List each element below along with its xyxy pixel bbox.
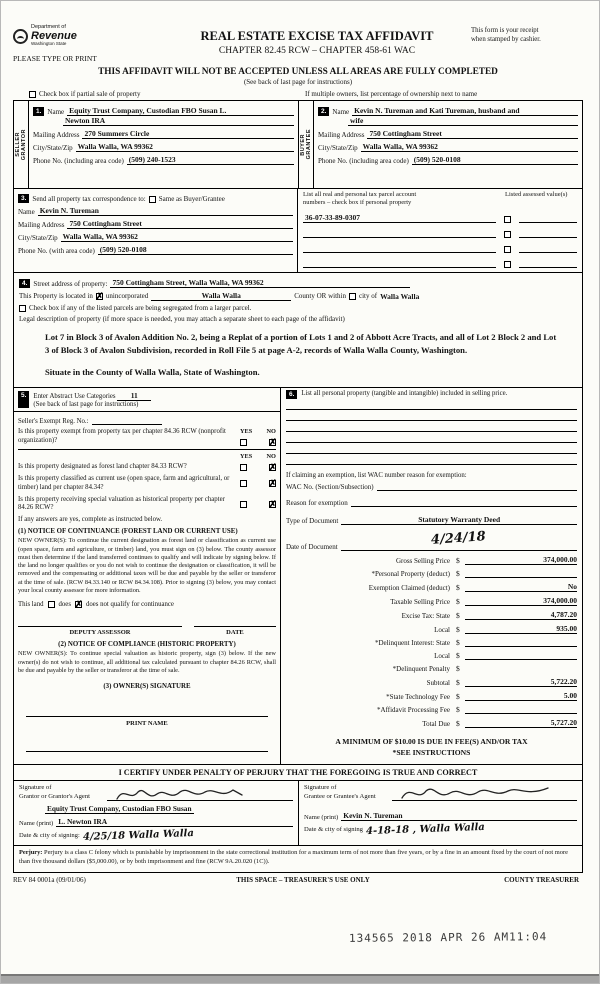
no-header: NO [266,428,276,436]
please-type-or-print-label: PLEASE TYPE OR PRINT [13,54,97,64]
money-input[interactable] [465,638,577,647]
grantee-date-handwriting[interactable]: 4-18-18 , Walla Walla [365,822,485,838]
buyer-name-input-line2[interactable]: wife [348,116,578,126]
parcel-number-input[interactable] [303,259,496,268]
legal-description-text: Lot 7 in Block 3 of Avalon Addition No. 2, being a Replat of a portion of Lots 1 and 2 of Abbott Acre Tracts, and all of Lot 2 Block 2 and Lot 3 of Block 3 of Avalon Subdivision, recorded in Roll File 5 at page A-2, records of Walla Walla County, Washington. [45,332,557,356]
current-use-no-checkbox[interactable] [269,480,276,487]
grantee-signature-field[interactable] [392,783,577,801]
personal-property-line[interactable] [286,422,577,432]
doc-date-label: Date of Document [285,543,338,552]
wac-input[interactable] [377,482,577,491]
money-input[interactable]: 374,000.00 [465,555,577,565]
notice1-title: (1) NOTICE OF CONTINUANCE (FOREST LAND OR CURRENT USE) [18,528,238,536]
dollar-sign: $ [456,692,460,702]
minimum-fee-note: A MINIMUM OF $10.00 IS DUE IN FEE(S) AND/OR TAX *SEE INSTRUCTIONS [335,737,528,757]
same-as-buyer-checkbox[interactable] [149,196,156,203]
buyer-city-label: City/State/Zip [318,144,358,153]
county-treasurer-label: COUNTY TREASURER [504,875,579,884]
footer [13,876,583,884]
correspondence-phone-label: Phone No. (with area code) [18,247,95,256]
city-checkbox[interactable] [349,293,356,300]
form-body [13,100,583,873]
money-input[interactable] [465,705,577,714]
does-not-label: does not qualify for continuance [85,601,174,609]
yes-header: YES [239,428,253,436]
buyer-name-input[interactable]: Kevin N. Tureman and Kati Tureman, husband and [352,106,578,116]
buyer-label: BUYER [300,133,306,156]
owners-signature-label: (3) OWNER(S) SIGNATURE [103,683,191,691]
historic-no-checkbox[interactable] [268,498,277,509]
header-left [13,25,163,63]
money-label: Excise Tax: State [401,612,450,621]
money-input[interactable] [465,569,577,578]
grantor-print-input[interactable]: L. Newton IRA [56,817,293,827]
money-input[interactable]: 5,722.20 [465,677,577,687]
city-of-label: city of [359,292,378,301]
personal-property-checkbox[interactable] [504,261,511,268]
dollar-sign: $ [456,583,460,593]
personal-property-deduct-row [286,569,577,578]
question-forest: Is this property designated as forest land chapter 84.33 RCW? [18,463,187,471]
deputy-assessor-line [18,626,276,636]
buyer-mailing-input[interactable]: 750 Cottingham Street [367,129,578,139]
reason-label: Reason for exemption [285,499,348,508]
section2-number: 2. [318,107,329,116]
does-label: does [58,601,71,609]
section5-number: 5. [18,391,29,408]
personal-property-label: List all personal property (tangible and intangible) included in selling price. [301,390,508,398]
money-label: Gross Selling Price [395,557,450,566]
partial-sale-label: Check box if partial sale of property [39,90,141,99]
excise-tax-local-row [286,624,577,634]
selling-price-column [281,388,582,764]
does-not-checkbox[interactable] [75,601,82,608]
street-address-label: Street address of property: [33,280,108,289]
city-value: Walla Walla [380,291,420,301]
buyer-city-input[interactable]: Walla Walla, WA 99362 [361,142,578,152]
correspondence-mailing-input[interactable]: 750 Cottingham Street [67,219,293,229]
money-input[interactable] [465,651,577,660]
street-address-input[interactable]: 750 Cottingham Street, Walla Walla, WA 99362 [110,278,410,288]
exempt-yes-checkbox[interactable] [240,439,247,446]
logo-department-label: Department of [31,24,66,30]
unincorporated-checkbox[interactable] [95,290,104,301]
gross-selling-price-row [286,555,577,565]
dollar-sign: $ [456,611,460,621]
subtotal-row [286,677,577,687]
parcel-row [303,244,577,253]
historic-yes-checkbox[interactable] [240,501,247,508]
money-label: Subtotal [426,679,450,688]
money-input[interactable]: 935.00 [465,624,577,634]
wac-label: WAC No. (Section/Subsection) [285,483,374,492]
date-label: DATE [226,629,244,637]
abstract-use-column [14,388,281,764]
dollar-sign: $ [456,678,460,688]
property-address-section [14,273,582,388]
personal-property-line[interactable] [286,455,577,465]
doc-date-handwriting: 4/24/18 [430,529,486,549]
abstract-note: (See back of last page for instructions) [33,401,139,409]
multiple-owners-label: If multiple owners, list percentage of ownership next to name [305,90,478,99]
correspondence-fields [14,189,298,272]
receipt-note [471,25,583,45]
seller-name-input[interactable]: Equity Trust Company, Custodian FBO Susan L. [67,106,294,116]
check-mark-icon: ✗ [268,461,277,472]
dollar-sign: $ [456,638,460,648]
section3-number: 3. [18,194,29,203]
buyer-name-label: Name [332,108,350,117]
seller-phone-input[interactable]: (509) 240-1523 [127,155,294,165]
check-mark-icon: ✗ [268,437,277,448]
assessed-value-input[interactable] [519,259,577,268]
affidavit-processing-fee-row [286,705,577,714]
check-mark-icon: ✗ [74,599,83,610]
buyer-fields [314,101,582,188]
seller-city-label: City/State/Zip [33,144,73,153]
treasurer-space-label: THIS SPACE – TREASURER'S USE ONLY [236,875,370,884]
land-prefix-label: This land [18,601,44,609]
correspondence-phone-input[interactable]: (509) 520-0108 [98,245,293,255]
header [13,25,583,63]
personal-property-line[interactable] [286,433,577,443]
notice2-title: (2) NOTICE OF COMPLIANCE (HISTORIC PROPERTY) [58,641,236,649]
dollar-sign: $ [456,705,460,715]
abstract-use-header [14,388,280,412]
deputy-date-line[interactable] [194,626,276,627]
check-mark-icon: ✗ [268,498,277,509]
money-label: Exemption Claimed (deduct) [368,584,450,593]
money-label: Taxable Selling Price [390,598,450,607]
exempt-no-checkbox[interactable] [269,439,276,446]
notice2-text: NEW OWNER(S): To continue special valuation as historic property, sign (3) below. If the new owner(s) do not wish to continue, all additional tax calculated pursuant to chapter 84.26 RCW, shall be due and payable by the seller or transferor at the time of sale. [18,650,276,674]
cashier-date-stamp: 134565 2018 APR 26 AM11:04 [348,930,548,945]
parcel-number-input[interactable] [303,229,496,238]
grantee-label: GRANTEE [306,129,312,160]
same-as-buyer-label: Same as Buyer/Grantee [158,195,225,204]
dollar-sign: $ [456,651,460,661]
no-header: NO [266,453,276,461]
correspondence-city-label: City/State/Zip [18,234,58,243]
correspondence-mailing-label: Mailing Address [18,221,65,230]
county-or-label: County OR within [294,292,346,301]
money-label: Total Due [422,720,450,729]
money-input[interactable]: 374,000.00 [465,596,577,606]
abstract-input[interactable]: 11 [117,391,151,401]
exemption-claimed-row [286,582,577,592]
print-name-label: PRINT NAME [126,720,168,728]
dollar-sign: $ [456,625,460,635]
question-exempt: Is this property exempt from property tax per chapter 84.36 RCW (nonprofit organization)? [18,428,226,444]
exempt-reg-label: Seller's Exempt Reg. No.: [18,418,89,426]
reason-input[interactable] [351,498,577,507]
grantee-signature-label: Signature of Grantee or Grantee's Agent [304,784,376,800]
exemption-label: If claiming an exemption, list WAC number reason for exemption: [285,472,467,480]
deputy-signature-line[interactable] [18,626,182,627]
segregated-label: Check box if any of the listed parcels are being segregated from a larger parcel. [29,304,252,313]
money-input[interactable]: No [465,582,577,592]
money-input[interactable]: 5.00 [465,691,577,701]
grantor-date-handwriting[interactable]: 4/25/18 Walla Walla [82,828,194,844]
assessed-value-input[interactable] [519,214,577,223]
grantee-signature [400,784,550,804]
question-historic: Is this property receiving special valuation as historical property per chapter 84.26 RCW? [18,495,225,512]
grantee-print-label: Name (print) [304,814,339,822]
dollar-sign: $ [456,569,460,579]
parcel-header: List all real and personal tax parcel account numbers – check box if personal property [303,191,417,207]
parcel-row [303,213,577,223]
grantor-signature-field[interactable] [107,783,293,801]
owner-signature-line[interactable] [26,704,268,717]
grantor-label: GRANTOR [21,128,27,161]
personal-property-line[interactable] [286,400,577,410]
money-input[interactable] [465,664,577,673]
use-and-price-section [14,388,582,765]
dollar-sign: $ [456,719,460,729]
partial-sale-checkbox[interactable] [29,91,36,98]
revenue-logo [13,25,163,47]
located-prefix-label: This Property is located in [19,292,93,301]
buyer-mailing-label: Mailing Address [318,131,365,140]
state-technology-fee-row [286,691,577,701]
personal-property-checkbox[interactable] [504,216,511,223]
notice1-text: NEW OWNER(S): To continue the current designation as forest land or classification as current use (open space, farm and agriculture, or timber) land, you must sign on (3) below. The county assessor must then determine if the land transferred continues to qualify and will indicate by signing below. If the land no longer qualifies or you do not wish to continue the designation or classification, it will be removed and the compensating or additional taxes will be due and payable by the seller or transferor at the time of sale. (RCW 84.33.140 or RCW 84.34.108). Prior to signing (3) below, you may contact your local county assessor for more information. [18,537,276,594]
seller-city-input[interactable]: Walla Walla, WA 99362 [76,142,294,152]
situate-text: Situate in the County of Walla Walla, State of Washington. [45,367,260,378]
delinquent-interest-state-row [286,638,577,647]
parcel-row [303,229,577,238]
money-label: *Delinquent Penalty [392,665,450,674]
receipt-note-line1: This form is your receipt [471,27,539,34]
section1-number: 1. [33,107,44,116]
buyer-phone-label: Phone No. (including area code) [318,157,409,166]
grantor-print-label: Name (print) [19,820,54,828]
money-label: Local [434,652,450,661]
current-use-yes-checkbox[interactable] [240,480,247,487]
seller-mailing-input[interactable]: 270 Summers Circle [82,129,294,139]
legal-description-label: Legal description of property (if more space is needed, you may attach a separate sheet to each page of the affidavit) [19,315,345,324]
delinquent-penalty-row [286,664,577,673]
signatures-section [14,781,582,846]
seller-name-input-line2[interactable]: Newton IRA [63,116,294,126]
money-input[interactable]: 4,787.20 [465,610,577,620]
form-title: REAL ESTATE EXCISE TAX AFFIDAVIT [200,29,434,43]
buyer-phone-input[interactable]: (509) 520-0108 [412,155,578,165]
perjury-label: Perjury: [19,849,43,857]
seller-name-label: Name [47,108,65,117]
unincorporated-label: unincorporated [105,292,149,301]
personal-property-line[interactable] [286,411,577,421]
exempt-reg-input[interactable] [92,416,162,425]
yes-header: YES [239,453,253,461]
assessed-value-header: Listed assessed value(s) [505,191,568,199]
forest-yes-checkbox[interactable] [240,464,247,471]
instructions-note: (See back of last page for instructions) [243,78,353,87]
seller-section [14,101,298,188]
correspondence-label: Send all property tax correspondence to: [32,195,146,204]
section6-number: 6. [286,390,297,399]
grantor-org-value: Equity Trust Company, Custodian FBO Susan [47,804,192,814]
section4-number: 4. [19,279,30,288]
seller-buyer-section [14,101,582,189]
assessed-value-input[interactable] [519,244,577,253]
correspondence-city-input[interactable]: Walla Walla, WA 99362 [61,232,293,242]
money-label: *Affidavit Processing Fee [377,706,450,715]
perjury-notice [14,846,582,871]
header-center [163,25,471,56]
personal-property-line[interactable] [286,444,577,454]
delinquent-interest-local-row [286,651,577,660]
total-due-row [286,718,577,728]
perjury-text: Perjury is a class C felony which is punishable by imprisonment in the state correctional institution for a maximum term of not more than five years, or by a fine in an amount fixed by the court of not more than five thousand dollars ($5,000.00), or by both imprisonment and fine (RCW 9A.20.020 (1C)). [19,849,568,866]
revenue-logo-icon [13,29,28,44]
doc-type-label: Type of Document [285,517,339,526]
does-checkbox[interactable] [48,601,55,608]
personal-property-checkbox[interactable] [504,246,511,253]
excise-tax-state-row [286,610,577,620]
grantee-print-input[interactable]: Kevin N. Tureman [341,811,577,821]
if-yes-note: If any answers are yes, complete as instructed below. [18,516,163,524]
grantee-signature-block [298,781,582,845]
doc-type-input[interactable]: Statutory Warranty Deed [341,515,577,525]
money-label: Local [434,626,450,635]
buyer-section [298,101,582,188]
money-label: *State Technology Fee [386,693,450,702]
check-mark-icon: ✗ [95,290,104,301]
receipt-note-line2: when stamped by cashier. [471,35,541,43]
revenue-logo-text [31,25,77,47]
segregated-checkbox[interactable] [19,305,26,312]
parcel-list [298,189,582,272]
money-input[interactable]: 5,727.20 [465,718,577,728]
dollar-sign: $ [456,556,460,566]
grantor-signature-label: Signature of Grantor or Grantor's Agent [19,784,90,800]
doc-date-input[interactable] [341,529,577,551]
money-label: *Personal Property (deduct) [371,570,450,579]
grantee-date-label: Date & city of signing [304,826,363,834]
parcel-number-input[interactable]: 36-07-33-89-0307 [303,213,496,223]
abstract-label: Enter Abstract Use Categories [33,393,116,401]
county-input[interactable]: Walla Walla [151,291,291,301]
check-mark-icon: ✗ [268,478,277,489]
partial-sale-row [29,90,581,98]
grantor-date-label: Date & city of signing: [19,832,80,840]
seller-side-label [14,101,29,188]
seller-fields [29,101,298,188]
seller-mailing-label: Mailing Address [33,131,80,140]
assessed-value-input[interactable] [519,229,577,238]
deputy-assessor-label: DEPUTY ASSESSOR [69,629,131,637]
exempt-question-block [18,416,276,450]
warning-banner: THIS AFFIDAVIT WILL NOT BE ACCEPTED UNLESS ALL AREAS ARE FULLY COMPLETED [98,67,498,78]
continuance-line [18,601,276,608]
seller-label: SELLER [15,132,21,157]
correspondence-name-input[interactable]: Kevin N. Tureman [38,206,293,216]
forest-no-checkbox[interactable] [268,461,277,472]
scan-edge-band [1,974,599,983]
logo-revenue-label: Revenue [31,29,77,42]
owner-print-name-line[interactable] [26,739,268,752]
parcel-row [303,259,577,268]
question-current-use: Is this property classified as current use (open space, farm and agricultural, or timber) land per chapter 84.34? [18,474,230,491]
grantor-signature [115,784,245,804]
form-subtitle: CHAPTER 82.45 RCW – CHAPTER 458-61 WAC [218,46,416,56]
seller-phone-label: Phone No. (including area code) [33,157,124,166]
buyer-side-label [299,101,314,188]
money-label: *Delinquent Interest: State [374,639,450,648]
grantor-signature-block [14,781,298,845]
correspondence-name-label: Name [18,208,35,217]
correspondence-parcel-section [14,189,582,273]
certification-statement: I CERTIFY UNDER PENALTY OF PERJURY THAT THE FOREGOING IS TRUE AND CORRECT [14,765,582,781]
partial-sale-group [29,90,305,98]
dollar-sign: $ [456,664,460,674]
dollar-sign: $ [456,597,460,607]
form-number: REV 84 0001a (09/01/06) [13,875,86,884]
personal-property-checkbox[interactable] [504,231,511,238]
logo-state-label: Washington State [31,41,67,47]
parcel-number-input[interactable] [303,244,496,253]
taxable-selling-price-row [286,596,577,606]
